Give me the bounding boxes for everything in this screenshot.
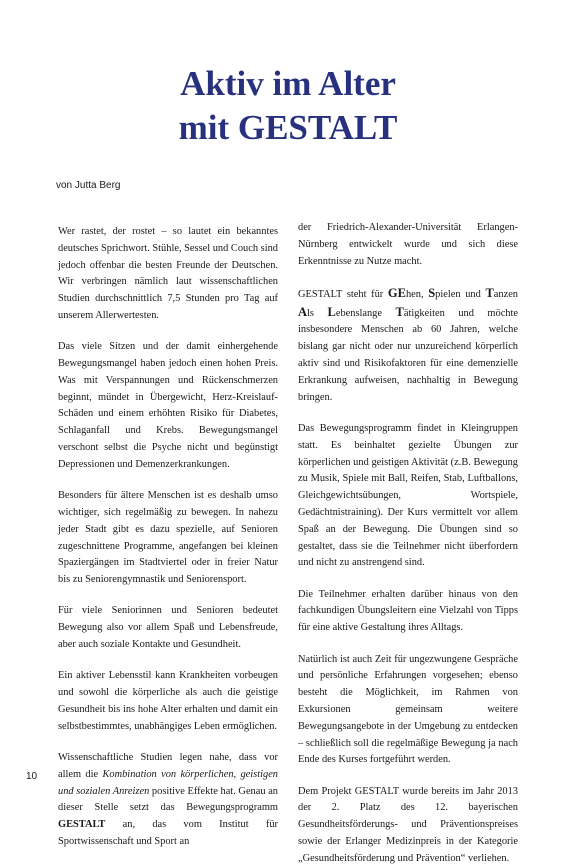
emphasis-text: Kombination von körperlichen, geistigen und sozialen Anreizen	[58, 768, 278, 797]
text-run: GESTALT steht für	[298, 288, 388, 300]
text-run: pielen und	[435, 288, 486, 300]
acronym-letter: L	[327, 304, 336, 319]
text-run: positive Effekte hat. Genau an dieser Stelle setzt das Bewegungsprogramm	[58, 785, 279, 814]
text-run: hen,	[405, 288, 429, 300]
acronym-letter: T	[485, 285, 494, 300]
page-number: 10	[26, 771, 38, 782]
text-run: ls	[307, 307, 328, 319]
paragraph	[58, 750, 278, 851]
acronym-letter: A	[298, 304, 308, 319]
page-title	[0, 62, 576, 150]
title-line-2: mit GESTALT	[178, 108, 398, 147]
paragraph: Die Teilnehmer erhalten darüber hinaus von den fachkundigen Übungsleitern eine Vielzahl von Tipps für eine aktive Gestaltung ihres Alltags.	[298, 588, 518, 634]
strong-text: GESTALT	[58, 819, 106, 831]
text-run: an, das vom Institut für Sportwissenschaft und Sport an	[58, 819, 278, 847]
text-run: ätigkeiten und möchte insbesondere Menschen ab 60 Jahren, welche bislang gar nicht oder nur unzureichend körperlich aktiv sind und Risikofaktoren für eine demenzielle Erkrankung aufweisen, nachhaltig in Bewegung bringen.	[298, 307, 518, 403]
paragraph	[298, 285, 518, 407]
paragraph: Besonders für ältere Menschen ist es deshalb umso wichtiger, sich regelmäßig zu bewegen. In nahezu jeder Stadt gibt es dazu spezielle, auf Senioren zugeschnittene Programme, angefangen bei kleinen Spaziergängen im Stadtviertel oder in freier Natur bis zu Seniorengymnastik und Seniorensport.	[58, 490, 278, 586]
left-column	[58, 224, 278, 851]
paragraph: Für viele Seniorinnen und Senioren bedeutet Bewegung also vor allem Spaß und Lebensfreude, aber auch soziale Kontakte und Gesundheit.	[58, 605, 278, 651]
paragraph: Dem Projekt GESTALT wurde bereits im Jahr 2013 der 2. Platz des 12. bayerischen Gesundheitsförderungs- und Präventionspreises sowie der Erlanger Medizinpreis in der Kategorie „Gesundheitsförderung und Prävention“ verliehen.	[298, 785, 518, 864]
right-column	[298, 220, 518, 868]
paragraph: Natürlich ist auch Zeit für ungezwungene Gespräche und persönliche Erfahrungen vorgesehen; ebenso besteht die Möglichkeit, im Rahmen von Exkursionen gemeinsam weitere Bewegungsangebote in der Umgebung zu entdecken – schließlich soll die regelmäßige Bewegung ja nach Ende des Kurses fortgeführt werden.	[298, 653, 518, 766]
text-run: Wissenschaftliche Studien legen nahe, dass vor allem die	[58, 752, 278, 780]
author-byline: von Jutta Berg	[56, 180, 121, 191]
paragraph: Das viele Sitzen und der damit einhergehende Bewegungsmangel haben jedoch einen hohen Preis. Was mit Verspannungen und Rückenschmerzen beginnt, mündet in Übergewicht, Herz-Kreislauf-Schäden und einem erhöhten Risiko für Diabetes, Schlaganfall und Krebs. Bewegungsmangel verschont selbst die Psyche nicht und begünstigt Depressionen und Demenzerkrankungen.	[58, 341, 278, 470]
text-run: anzen	[493, 288, 519, 300]
text-run: ebenslange	[335, 307, 396, 319]
title-line-1: Aktiv im Alter	[180, 64, 396, 103]
paragraph: Das Bewegungsprogramm findet in Kleingruppen statt. Es beinhaltet gezielte Übungen zur körperlichen und geistigen Aktivität (z.B. Bewegung zu Musik, Spiele mit Ball, Reifen, Stab, Luftballons, Gleichgewichtsübungen, Wortspiele, Gedächtnistraining). Der Kurs vermittelt vor allem Spaß an der Bewegung. Die Übungen sind so gestaltet, dass sie die Teilnehmer nicht überfordern und nicht zu anstrengend sind.	[298, 422, 518, 569]
acronym-letter: T	[395, 304, 404, 319]
paragraph: der Friedrich-Alexander-Universität Erlangen-Nürnberg entwickelt wurde und sich diese Erkenntnisse zu Nutze macht.	[298, 222, 518, 267]
acronym-letter: S	[428, 285, 436, 300]
paragraph: Ein aktiver Lebensstil kann Krankheiten vorbeugen und sowohl die körperliche als auch die geistige Gesundheit bis ins hohe Alter erhalten und damit ein selbstbestimmtes, unabhängiges Leben ermöglichen.	[58, 670, 278, 732]
paragraph: Wer rastet, der rostet – so lautet ein bekanntes deutsches Sprichwort. Stühle, Sessel und Couch sind jedoch offenbar die besten Freunde der Deutschen. Wir verbringen nämlich laut wissenschaftlichen Studien durchschnittlich 7,5 Stunden pro Tag auf unserem Allerwertesten.	[58, 226, 278, 321]
acronym-letter: GE	[387, 285, 406, 300]
